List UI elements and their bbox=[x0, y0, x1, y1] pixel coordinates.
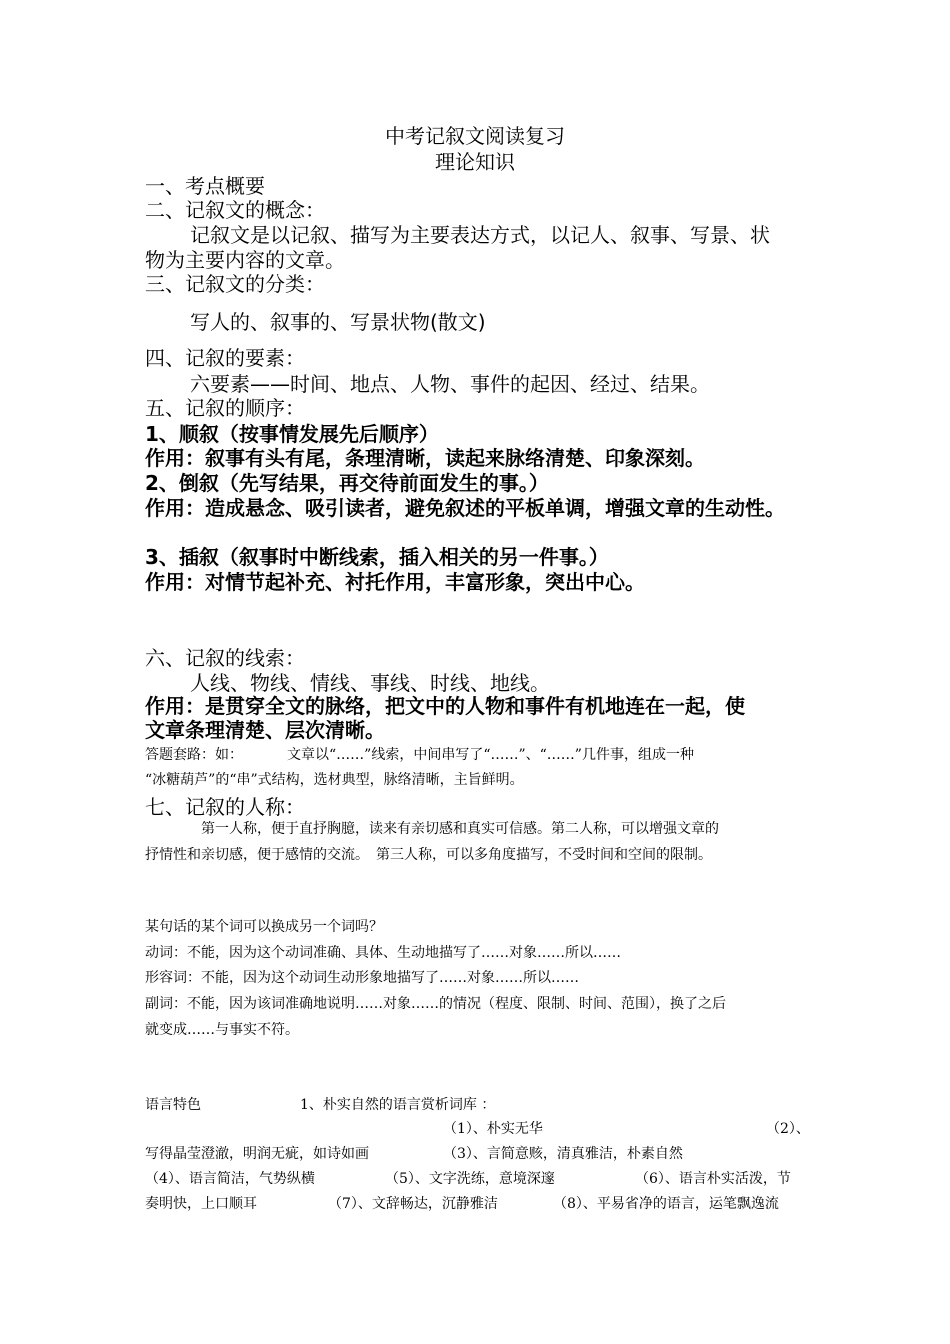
section-heading-5: 五、记叙的顺序： bbox=[145, 396, 305, 420]
section-heading-4: 四、记叙的要素： bbox=[145, 346, 305, 370]
language-item-6-text: 奏明快，上口顺耳 bbox=[145, 1196, 257, 1212]
section-heading-3: 三、记叙文的分类： bbox=[145, 272, 325, 296]
order-2-effect: 作用：造成悬念、吸引读者，避免叙述的平板单调，增强文章的生动性。 bbox=[145, 496, 785, 520]
language-item-2-text: 写得晶莹澄澈，明润无疵，如诗如画 bbox=[145, 1146, 369, 1162]
order-1-effect: 作用：叙事有头有尾，条理清晰，读起来脉络清楚、印象深刻。 bbox=[145, 446, 705, 470]
language-feature-label: 语言特色 bbox=[145, 1097, 201, 1113]
order-3-heading: 3、插叙（叙事时中断线索，插入相关的另一件事。） bbox=[145, 545, 609, 569]
document-title: 中考记叙文阅读复习 bbox=[385, 124, 565, 148]
word-question: 某句话的某个词可以换成另一个词吗？ bbox=[145, 919, 383, 935]
order-1-heading: 1、顺叙（按事情发展先后顺序） bbox=[145, 422, 439, 446]
person-line-2: 抒情性和亲切感，便于感情的交流。 第三人称，可以多角度描写，不受时间和空间的限制。 bbox=[145, 847, 712, 863]
adverb-answer-line-1: 副词：不能，因为该词准确地说明……对象……的情况（程度、限制、时间、范围），换了之后 bbox=[145, 996, 726, 1012]
classification-text: 写人的、叙事的、写景状物(散文) bbox=[190, 310, 486, 334]
document-subtitle: 理论知识 bbox=[435, 150, 515, 174]
order-3-effect: 作用：对情节起补充、衬托作用，丰富形象，突出中心。 bbox=[145, 570, 645, 594]
language-item-1: （1）、朴实无华 bbox=[443, 1121, 543, 1137]
clue-types-text: 人线、物线、情线、事线、时线、地线。 bbox=[190, 671, 550, 695]
adjective-answer: 形容词：不能，因为这个动词生动形象地描写了……对象……所以…… bbox=[145, 970, 579, 986]
language-item-4: （4）、语言简洁，气势纵横 bbox=[145, 1171, 315, 1187]
answer-tip-line-1: 文章以“……”线索，中间串写了“……”、“……”几件事，组成一种 bbox=[287, 747, 694, 763]
section-heading-7: 七、记叙的人称： bbox=[145, 795, 305, 819]
person-line-1: 第一人称，便于直抒胸臆，读来有亲切感和真实可信感。第二人称，可以增强文章的 bbox=[201, 821, 719, 837]
language-item-3: （3）、言简意赅，清真雅洁，朴素自然 bbox=[443, 1146, 683, 1162]
verb-answer: 动词：不能，因为这个动词准确、具体、生动地描写了……对象……所以…… bbox=[145, 945, 621, 961]
section-heading-6: 六、记叙的线索： bbox=[145, 646, 305, 670]
language-item-8: （8）、平易省净的语言，运笔飘逸流 bbox=[553, 1196, 779, 1212]
clue-effect-line-1: 作用：是贯穿全文的脉络，把文中的人物和事件有机地连在一起，使 bbox=[145, 694, 745, 718]
section-heading-1: 一、考点概要 bbox=[145, 174, 265, 198]
clue-effect-line-2: 文章条理清楚、层次清晰。 bbox=[145, 718, 385, 742]
language-item-2: （2）、 bbox=[766, 1121, 810, 1137]
order-2-heading: 2、倒叙（先写结果，再交待前面发生的事。） bbox=[145, 471, 549, 495]
definition-line-1: 记叙文是以记叙、描写为主要表达方式，以记人、叙事、写景、状 bbox=[190, 223, 770, 247]
language-item-5: （5）、文字洗练，意境深邃 bbox=[385, 1171, 555, 1187]
section-heading-2: 二、记叙文的概念： bbox=[145, 198, 325, 222]
language-item-6: （6）、语言朴实活泼，节 bbox=[635, 1171, 791, 1187]
definition-line-2: 物为主要内容的文章。 bbox=[145, 248, 345, 272]
answer-tip-label: 答题套路：如： bbox=[145, 747, 243, 763]
answer-tip-line-2: “冰糖葫芦”的“串”式结构，选材典型，脉络清晰，主旨鲜明。 bbox=[145, 772, 524, 788]
language-item-7: （7）、文辞畅达，沉静雅洁 bbox=[328, 1196, 498, 1212]
language-feature-heading: 1、朴实自然的语言赏析词库 ： bbox=[300, 1097, 496, 1113]
adverb-answer-line-2: 就变成……与事实不符。 bbox=[145, 1022, 299, 1038]
elements-text: 六要素——时间、地点、人物、事件的起因、经过、结果。 bbox=[190, 372, 710, 396]
